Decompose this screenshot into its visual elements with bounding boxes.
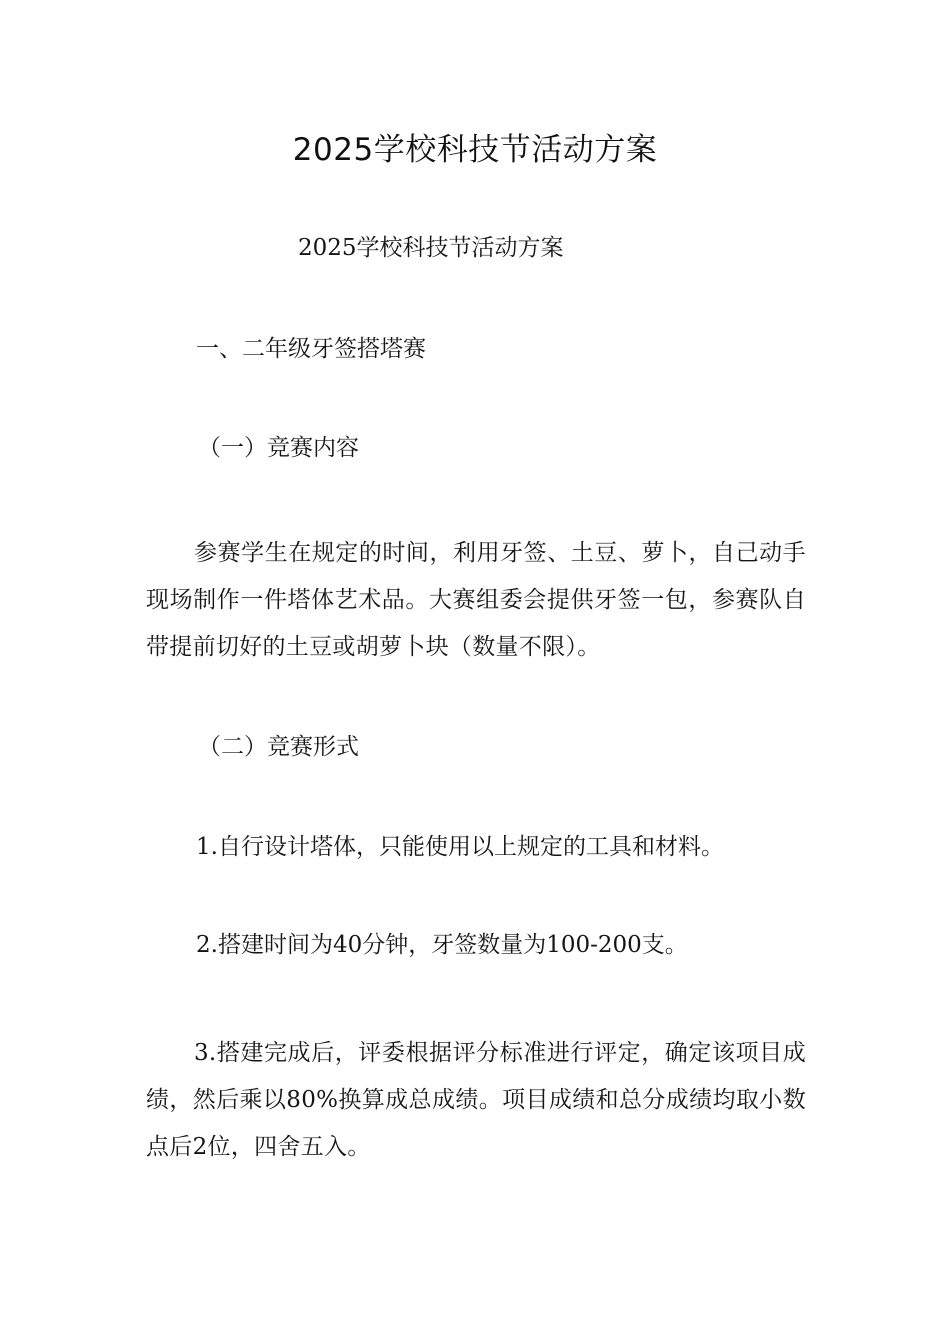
document-subtitle: 2025学校科技节活动方案 [298,235,564,261]
section-heading: 一、二年级牙签搭塔赛 [196,336,426,362]
rule-item-1: 1.自行设计塔体，只能使用以上规定的工具和材料。 [196,834,724,860]
rule-item-2: 2.搭建时间为40分钟，牙签数量为100-200支。 [196,932,688,958]
subsection-heading-format: （二）竞赛形式 [198,734,359,760]
document-title: 2025学校科技节活动方案 [292,132,658,168]
competition-content-paragraph: 参赛学生在规定的时间，利用牙签、土豆、萝卜，自己动手现场制作一件塔体艺术品。大赛组委会提供牙签一包，参赛队自带提前切好的土豆或胡萝卜块（数量不限）。 [146,540,806,660]
rule-item-3: 3.搭建完成后，评委根据评分标准进行评定，确定该项目成绩，然后乘以80%换算成总成绩。项目成绩和总分成绩均取小数点后2位，四舍五入。 [146,1040,806,1160]
subsection-heading-content: （一）竞赛内容 [198,435,359,461]
